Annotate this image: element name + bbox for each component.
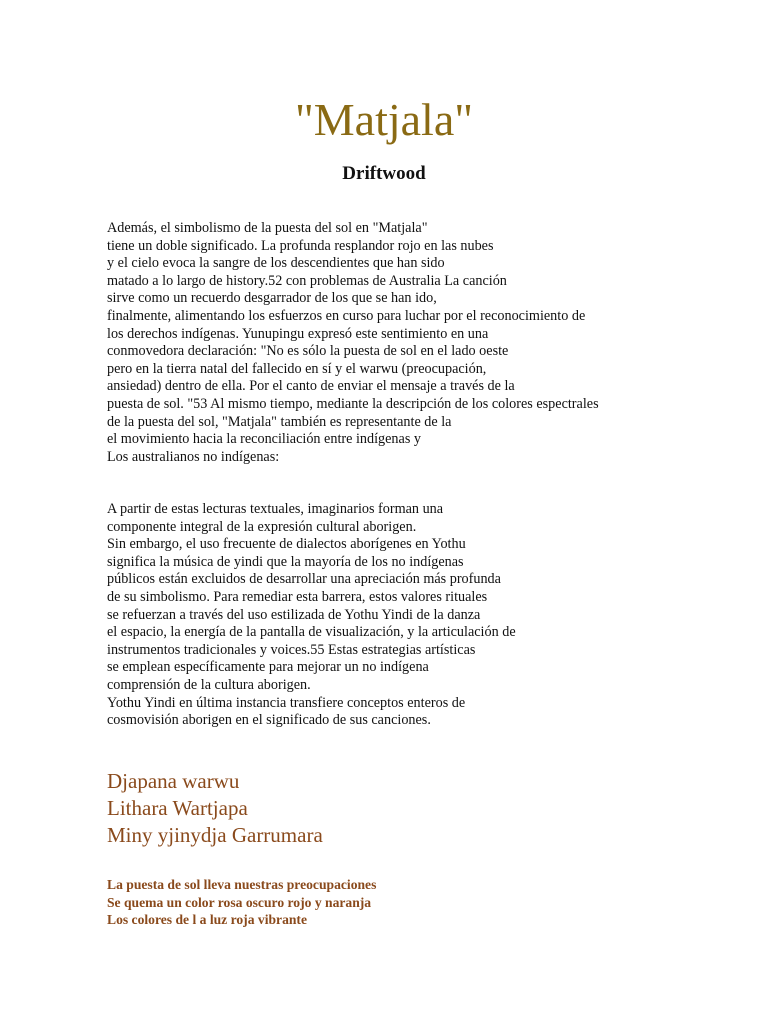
paragraph-line: Los australianos no indígenas: (107, 448, 280, 465)
paragraph-line: Sin embargo, el uso frecuente de dialectos aborígenes en Yothu (107, 536, 466, 553)
paragraph-line: cosmovisión aborigen en el significado de sus canciones. (107, 712, 431, 729)
paragraph-line: se refuerzan a través del uso estilizada de Yothu Yindi de la danza (107, 606, 481, 623)
paragraph-line: de su simbolismo. Para remediar esta barrera, estos valores rituales (107, 588, 488, 605)
paragraph-line: tiene un doble significado. La profunda resplandor rojo en las nubes (107, 237, 494, 254)
page-title: "Matjala" (294, 94, 474, 145)
paragraph-line: puesta de sol. "53 Al mismo tiempo, mediante la descripción de los colores espectrales (107, 395, 599, 412)
paragraph-line: comprensión de la cultura aborigen. (107, 676, 311, 693)
paragraph-line: A partir de estas lecturas textuales, imaginarios forman una (107, 501, 444, 517)
paragraph-line: significa la música de yindi que la mayoría de los no indígenas (107, 553, 464, 570)
verse-translation (107, 876, 376, 929)
verse-line: Djapana warwu (107, 769, 240, 793)
paragraph-line: y el cielo evoca la sangre de los descendientes que han sido (107, 255, 445, 272)
paragraph-line: Yothu Yindi en última instancia transfiere conceptos enteros de (107, 694, 466, 711)
paragraph-line: componente integral de la expresión cultural aborigen. (107, 518, 417, 535)
paragraph-line: Además, el simbolismo de la puesta del sol en "Matjala" (107, 220, 428, 236)
paragraph-line: ansiedad) dentro de ella. Por el canto de enviar el mensaje a través de la (107, 378, 515, 395)
paragraph-line: matado a lo largo de history.52 con problemas de Australia La canción (107, 272, 507, 289)
verse-line: Miny yjinydja Garrumara (107, 823, 323, 847)
paragraph-line: públicos están excluidos de desarrollar una apreciación más profunda (107, 571, 501, 588)
paragraph-line: pero en la tierra natal del fallecido en sí y el warwu (preocupación, (107, 360, 487, 377)
verse-line: Lithara Wartjapa (107, 796, 248, 820)
paragraph-line: finalmente, alimentando los esfuerzos en curso para luchar por el reconocimiento de (107, 307, 586, 324)
paragraph-line: el movimiento hacia la reconciliación entre indígenas y (107, 431, 421, 448)
paragraph-line: instrumentos tradicionales y voices.55 Estas estrategias artísticas (107, 641, 476, 658)
paragraph-line: el espacio, la energía de la pantalla de visualización, y la articulación de (107, 624, 516, 641)
translation-line: La puesta de sol lleva nuestras preocupaciones (107, 877, 377, 892)
translation-line: Se quema un color rosa oscuro rojo y naranja (107, 894, 372, 910)
paragraph-line: los derechos indígenas. Yunupingu expresó este sentimiento en una (107, 325, 489, 342)
body-paragraph-1 (107, 220, 727, 466)
paragraph-line: se emplean específicamente para mejorar un no indígena (107, 659, 429, 676)
page-subtitle: Driftwood (342, 163, 426, 184)
paragraph-line: de la puesta del sol, "Matjala" también es representante de la (107, 413, 452, 430)
paragraph-line: conmovedora declaración: "No es sólo la puesta de sol en el lado oeste (107, 343, 509, 360)
body-paragraph-2 (107, 501, 727, 730)
translation-line: Los colores de l a luz roja vibrante (107, 912, 307, 928)
song-verse (107, 768, 323, 849)
paragraph-line: sirve como un recuerdo desgarrador de los que se han ido, (107, 290, 437, 307)
